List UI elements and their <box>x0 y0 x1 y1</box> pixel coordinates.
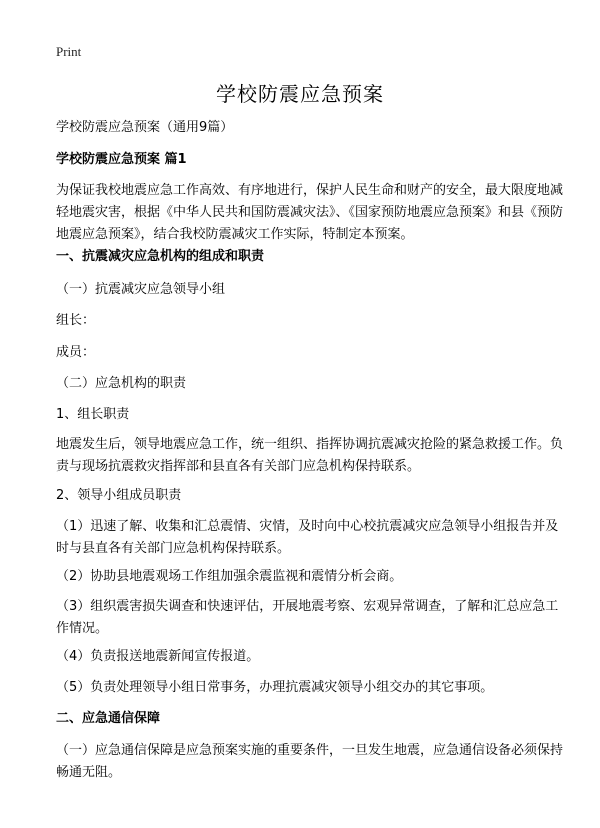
duty-2: （2）协助县地震观场工作组加强余震监视和震情分析会商。 <box>56 569 403 584</box>
subheading-duties: （二）应急机构的职责 <box>56 376 187 391</box>
heading-organization: 一、抗震减灾应急机构的组成和职责 <box>56 249 265 264</box>
print-label: Print <box>56 44 82 59</box>
item-member-duties: 2、领导小组成员职责 <box>56 488 182 503</box>
intro-paragraph: 为保证我校地震应急工作高效、有序地进行，保护人民生命和财产的安全，最大限度地减轻地震灾害，根据《中华人民共和国防震减灾法》、《国家预防地震应急预案》和县《预防地震应急预案》，结合我校防震减灾工作实际，特制定本预案。 <box>56 183 564 242</box>
document-subtitle: 学校防震应急预案（通用9篇） <box>56 120 234 135</box>
item-leader-duties: 1、组长职责 <box>56 407 130 422</box>
heading-communication: 二、应急通信保障 <box>56 711 161 726</box>
duty-3: （3）组织震害损失调查和快速评估，开展地震考察、宏观异常调查，了解和汇总应急工作情况。 <box>56 599 559 636</box>
members-line: 成员： <box>56 345 96 360</box>
duty-1: （1）迅速了解、收集和汇总震情、灾情，及时向中心校抗震减灾应急领导小组报告并及时与县直各有关部门应急机构保持联系。 <box>56 519 559 556</box>
leader-duties-paragraph: 地震发生后，领导地震应急工作，统一组织、指挥协调抗震减灾抢险的紧急救援工作。负责与现场抗震救灾指挥部和县直各有关部门应急机构保持联系。 <box>56 437 564 474</box>
leader-line: 组长： <box>56 313 96 328</box>
communication-paragraph: （一）应急通信保障是应急预案实施的重要条件，一旦发生地震，应急通信设备必须保持畅通无阻。 <box>56 743 564 780</box>
duty-5: （5）负责处理领导小组日常事务，办理抗震减灾领导小组交办的其它事项。 <box>56 680 494 695</box>
page-title: 学校防震应急预案 <box>216 82 384 106</box>
subheading-leading-group: （一）抗震减灾应急领导小组 <box>56 282 226 297</box>
section-title: 学校防震应急预案 篇1 <box>56 152 187 167</box>
duty-4: （4）负责报送地震新闻宣传报道。 <box>56 649 260 664</box>
